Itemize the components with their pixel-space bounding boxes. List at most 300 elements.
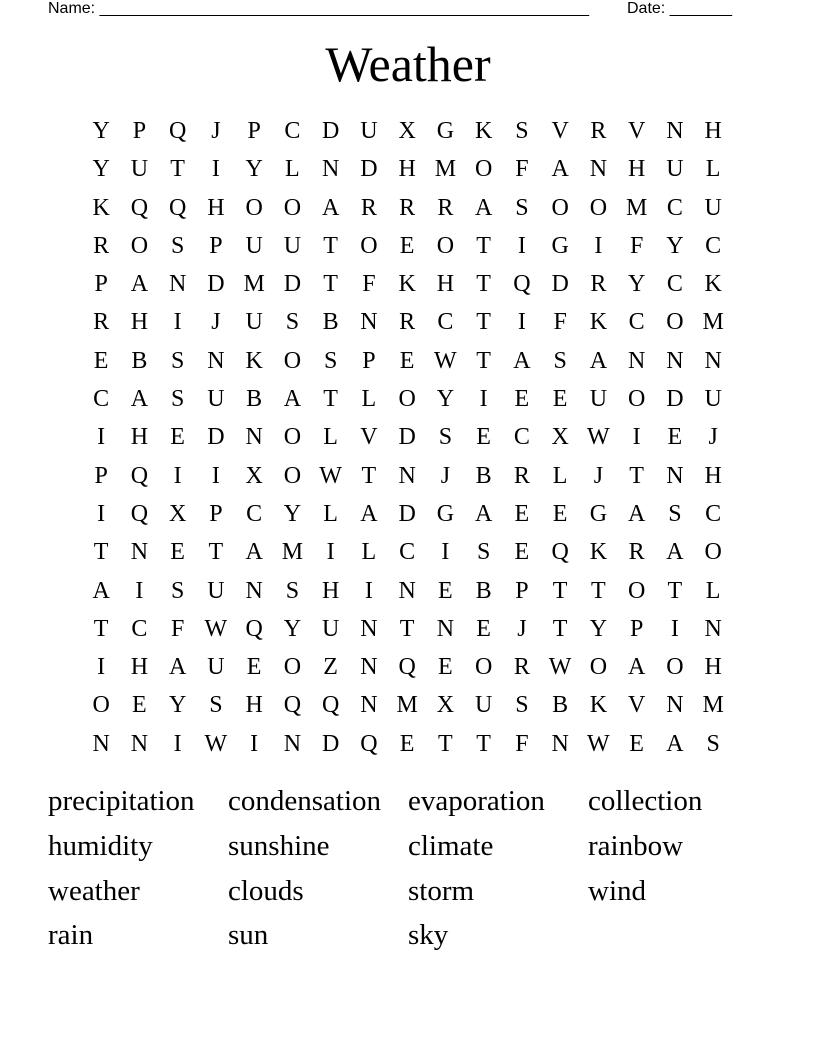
grid-letter[interactable]: A <box>551 156 569 183</box>
grid-letter[interactable]: J <box>593 462 604 489</box>
grid-letter[interactable]: Q <box>130 462 149 489</box>
grid-letter[interactable]: M <box>702 692 724 719</box>
grid-letter[interactable]: T <box>93 539 109 566</box>
grid-letter[interactable]: L <box>361 539 377 566</box>
grid-letter[interactable]: O <box>474 156 493 183</box>
grid-letter[interactable]: O <box>92 692 110 719</box>
grid-letter[interactable]: N <box>92 730 110 757</box>
grid-letter[interactable]: S <box>706 730 720 757</box>
grid-letter[interactable]: Y <box>283 615 302 642</box>
grid-letter[interactable]: T <box>208 539 224 566</box>
grid-letter[interactable]: N <box>130 539 149 566</box>
grid-letter[interactable]: T <box>667 577 683 604</box>
grid-letter[interactable]: U <box>207 577 225 604</box>
grid-letter[interactable]: I <box>594 232 603 259</box>
grid-letter[interactable]: T <box>323 386 338 413</box>
grid-letter[interactable]: A <box>474 500 493 527</box>
grid-letter[interactable]: D <box>283 271 302 298</box>
grid-letter[interactable]: O <box>436 232 455 259</box>
grid-letter[interactable]: A <box>666 539 684 566</box>
grid-letter[interactable]: N <box>168 271 187 298</box>
grid-letter[interactable]: A <box>513 347 531 374</box>
grid-letter[interactable]: E <box>476 424 491 451</box>
grid-letter[interactable]: H <box>130 309 149 336</box>
grid-letter[interactable]: A <box>627 654 646 681</box>
grid-letter[interactable]: D <box>551 271 569 298</box>
grid-letter[interactable]: F <box>553 309 567 336</box>
grid-letter[interactable]: E <box>246 654 262 681</box>
grid-letter[interactable]: S <box>170 386 185 413</box>
grid-letter[interactable]: R <box>399 194 416 221</box>
grid-letter[interactable]: N <box>666 692 684 719</box>
grid-letter[interactable]: D <box>398 500 416 527</box>
grid-letter[interactable]: H <box>398 156 416 183</box>
grid-letter[interactable]: L <box>323 500 338 527</box>
grid-letter[interactable]: T <box>476 232 491 259</box>
grid-letter[interactable]: O <box>704 539 722 566</box>
grid-letter[interactable]: U <box>704 386 722 413</box>
grid-letter[interactable]: V <box>360 424 378 451</box>
grid-letter[interactable]: Q <box>321 692 340 719</box>
grid-letter[interactable]: Y <box>627 271 646 298</box>
grid-letter[interactable]: O <box>283 347 302 374</box>
grid-letter[interactable]: C <box>666 271 683 298</box>
grid-letter[interactable]: L <box>552 462 568 489</box>
grid-letter[interactable]: O <box>589 194 608 221</box>
grid-letter[interactable]: T <box>629 462 644 489</box>
grid-letter[interactable]: U <box>474 692 493 719</box>
grid-letter[interactable]: C <box>399 539 416 566</box>
grid-letter[interactable]: A <box>283 386 302 413</box>
word-bank-item: humidity <box>48 829 153 862</box>
grid-letter[interactable]: E <box>629 730 644 757</box>
grid-letter[interactable]: R <box>628 539 645 566</box>
grid-letter[interactable]: S <box>170 347 185 374</box>
grid-letter[interactable]: Y <box>245 156 263 183</box>
grid-letter[interactable]: T <box>476 309 491 336</box>
grid-letter[interactable]: E <box>552 386 568 413</box>
grid-letter[interactable]: N <box>436 615 455 642</box>
grid-letter[interactable]: T <box>170 156 185 183</box>
grid-letter[interactable]: L <box>361 386 377 413</box>
grid-letter[interactable]: Y <box>168 692 187 719</box>
word-bank-item: evaporation <box>408 785 545 817</box>
grid-letter[interactable]: W <box>587 730 610 757</box>
grid-letter[interactable]: S <box>170 577 185 604</box>
grid-letter[interactable]: N <box>245 424 263 451</box>
grid-letter[interactable]: E <box>399 232 415 259</box>
grid-letter[interactable]: Q <box>168 118 187 144</box>
grid-letter[interactable]: O <box>245 194 263 221</box>
grid-letter[interactable]: H <box>130 654 149 681</box>
grid-letter[interactable]: N <box>360 692 378 719</box>
grid-letter[interactable]: X <box>398 118 416 144</box>
grid-letter[interactable]: K <box>398 271 416 298</box>
grid-letter[interactable]: W <box>587 424 610 451</box>
grid-letter[interactable]: U <box>130 156 149 183</box>
grid-letter[interactable]: B <box>552 692 569 719</box>
grid-letter[interactable]: T <box>323 232 338 259</box>
grid-letter[interactable]: T <box>476 271 491 298</box>
grid-letter[interactable]: Y <box>92 118 110 144</box>
word-bank-item: sky <box>408 919 449 952</box>
grid-letter[interactable]: X <box>436 692 455 719</box>
grid-letter[interactable]: C <box>513 424 530 451</box>
grid-letter[interactable]: C <box>666 194 683 221</box>
grid-letter[interactable]: S <box>209 692 223 719</box>
grid-letter[interactable]: E <box>667 424 683 451</box>
grid-letter[interactable]: Y <box>92 156 110 183</box>
word-bank-item: clouds <box>228 874 304 907</box>
grid-letter[interactable]: N <box>398 577 416 604</box>
grid-letter[interactable]: W <box>434 347 457 374</box>
grid-letter[interactable]: E <box>170 424 185 451</box>
grid-letter[interactable]: O <box>130 232 149 259</box>
grid-letter[interactable]: D <box>207 424 225 451</box>
grid-letter[interactable]: I <box>517 309 526 336</box>
grid-letter[interactable]: M <box>243 271 265 298</box>
grid-letter[interactable]: F <box>515 156 529 183</box>
grid-letter[interactable]: T <box>438 730 453 757</box>
grid-letter[interactable]: P <box>94 462 108 489</box>
grid-letter[interactable]: Z <box>323 654 338 681</box>
grid-letter[interactable]: Q <box>283 692 302 719</box>
grid-letter[interactable]: T <box>552 577 568 604</box>
grid-letter[interactable]: M <box>434 156 457 183</box>
grid-letter[interactable]: D <box>398 424 416 451</box>
word-bank <box>48 782 768 961</box>
grid-letter[interactable]: S <box>515 692 529 719</box>
grid-letter[interactable]: A <box>130 386 149 413</box>
grid-letter[interactable]: O <box>283 194 302 221</box>
grid-letter[interactable]: V <box>627 118 646 144</box>
grid-letter[interactable]: O <box>627 577 646 604</box>
grid-letter[interactable]: K <box>92 194 110 221</box>
grid-letter[interactable]: O <box>474 654 493 681</box>
grid-letter[interactable]: C <box>628 309 645 336</box>
grid-letter[interactable]: A <box>589 347 608 374</box>
grid-letter[interactable]: Q <box>513 271 531 298</box>
grid-letter[interactable]: T <box>361 462 377 489</box>
grid-letter[interactable]: C <box>284 118 301 144</box>
grid-letter[interactable]: E <box>514 539 530 566</box>
grid-letter[interactable]: J <box>211 118 221 144</box>
grid-letter[interactable]: S <box>285 577 300 604</box>
grid-letter[interactable]: I <box>250 730 259 757</box>
grid-letter[interactable]: A <box>92 577 110 604</box>
grid-letter[interactable]: T <box>591 577 606 604</box>
date-field[interactable]: Date: _______ <box>627 0 732 17</box>
grid-letter[interactable]: J <box>708 424 718 451</box>
grid-letter[interactable]: T <box>323 271 338 298</box>
grid-letter[interactable]: N <box>627 347 646 374</box>
grid-letter[interactable]: W <box>548 654 572 681</box>
grid-letter[interactable]: Y <box>436 386 455 413</box>
grid-letter[interactable]: N <box>666 347 684 374</box>
grid-letter[interactable]: A <box>321 194 340 221</box>
grid-letter[interactable]: N <box>551 730 569 757</box>
grid-letter[interactable]: R <box>360 194 377 221</box>
grid-letter[interactable]: I <box>173 462 182 489</box>
grid-letter[interactable]: E <box>132 692 147 719</box>
grid-letter[interactable]: X <box>245 462 263 489</box>
grid-letter[interactable]: E <box>514 500 530 527</box>
grid-letter[interactable]: A <box>168 654 187 681</box>
grid-letter[interactable]: Y <box>283 500 302 527</box>
grid-letter[interactable]: I <box>517 232 526 259</box>
grid-letter[interactable]: X <box>551 424 569 451</box>
grid-letter[interactable]: Q <box>130 194 149 221</box>
grid-letter[interactable]: B <box>131 347 148 374</box>
grid-letter[interactable]: N <box>321 156 340 183</box>
grid-letter[interactable]: A <box>130 271 149 298</box>
grid-letter[interactable]: E <box>399 347 415 374</box>
grid-letter[interactable]: Y <box>666 232 684 259</box>
grid-letter[interactable]: K <box>245 347 263 374</box>
grid-letter[interactable]: G <box>551 232 569 259</box>
grid-letter[interactable]: N <box>283 730 302 757</box>
grid-letter[interactable]: K <box>704 271 722 298</box>
grid-letter[interactable]: W <box>204 730 228 757</box>
grid-letter[interactable]: M <box>396 692 418 719</box>
grid-letter[interactable]: O <box>666 654 684 681</box>
grid-letter[interactable]: W <box>319 462 342 489</box>
word-bank-item: rainbow <box>588 829 684 862</box>
grid-letter[interactable]: O <box>398 386 416 413</box>
grid-letter[interactable]: S <box>553 347 567 374</box>
header-line <box>0 0 816 20</box>
grid-letter[interactable]: S <box>668 500 682 527</box>
grid-letter[interactable]: R <box>590 271 607 298</box>
grid-letter[interactable]: O <box>283 654 302 681</box>
grid-letter[interactable]: E <box>170 539 185 566</box>
grid-letter[interactable]: U <box>704 194 722 221</box>
grid-letter[interactable]: D <box>321 118 340 144</box>
grid-letter[interactable]: O <box>283 424 302 451</box>
grid-letter[interactable]: I <box>211 156 220 183</box>
grid-letter[interactable]: C <box>131 615 148 642</box>
grid-letter[interactable]: N <box>360 309 378 336</box>
grid-letter[interactable]: D <box>360 156 378 183</box>
grid-letter[interactable]: U <box>283 232 302 259</box>
grid-letter[interactable]: I <box>173 730 182 757</box>
grid-letter[interactable]: U <box>207 386 225 413</box>
grid-letter[interactable]: G <box>436 118 455 144</box>
grid-letter[interactable]: T <box>476 347 491 374</box>
grid-letter[interactable]: E <box>552 500 568 527</box>
grid-letter[interactable]: Q <box>245 615 263 642</box>
grid-letter[interactable]: S <box>285 309 300 336</box>
grid-letter[interactable]: O <box>283 462 302 489</box>
grid-letter[interactable]: D <box>207 271 225 298</box>
grid-letter[interactable]: R <box>513 654 530 681</box>
grid-letter[interactable]: E <box>93 347 109 374</box>
grid-letter[interactable]: T <box>476 730 491 757</box>
grid-letter[interactable]: I <box>326 539 335 566</box>
grid-letter[interactable]: P <box>362 347 376 374</box>
grid-letter[interactable]: T <box>93 615 109 642</box>
grid-letter[interactable]: Y <box>589 615 608 642</box>
grid-letter[interactable]: R <box>590 118 607 144</box>
grid-letter[interactable]: R <box>513 462 530 489</box>
grid-letter[interactable]: F <box>629 232 644 259</box>
grid-letter[interactable]: I <box>135 577 144 604</box>
grid-letter[interactable]: M <box>281 539 304 566</box>
grid-letter[interactable]: T <box>399 615 415 642</box>
grid-letter[interactable]: L <box>705 577 721 604</box>
grid-letter[interactable]: U <box>207 654 225 681</box>
grid-letter[interactable]: V <box>627 692 646 719</box>
grid-letter[interactable]: E <box>399 730 415 757</box>
grid-letter[interactable]: O <box>589 654 608 681</box>
grid-letter[interactable]: C <box>705 500 722 527</box>
grid-letter[interactable]: U <box>245 232 263 259</box>
grid-letter[interactable]: P <box>515 577 529 604</box>
grid-letter[interactable]: C <box>93 386 110 413</box>
grid-letter[interactable]: S <box>515 118 529 144</box>
grid-letter[interactable]: F <box>170 615 185 642</box>
grid-letter[interactable]: M <box>625 194 648 221</box>
grid-letter[interactable]: K <box>589 309 608 336</box>
grid-letter[interactable]: A <box>245 539 263 566</box>
grid-letter[interactable]: E <box>476 615 491 642</box>
grid-letter[interactable]: N <box>360 654 378 681</box>
grid-letter[interactable]: Q <box>360 730 378 757</box>
grid-letter[interactable]: A <box>474 194 493 221</box>
grid-letter[interactable]: S <box>515 194 529 221</box>
grid-letter[interactable]: Q <box>551 539 569 566</box>
grid-letter[interactable]: Q <box>398 654 416 681</box>
grid-letter[interactable]: P <box>629 615 644 642</box>
grid-letter[interactable]: N <box>398 462 416 489</box>
grid-letter[interactable]: L <box>285 156 300 183</box>
grid-letter[interactable]: Q <box>168 194 187 221</box>
word-bank-item: sunshine <box>228 829 330 862</box>
grid-letter[interactable]: B <box>475 577 492 604</box>
grid-letter[interactable]: U <box>245 309 263 336</box>
grid-letter[interactable]: Q <box>130 500 149 527</box>
grid-letter[interactable]: H <box>130 424 149 451</box>
grid-letter[interactable]: V <box>551 118 569 144</box>
grid-letter[interactable]: H <box>321 577 340 604</box>
grid-letter[interactable]: C <box>246 500 263 527</box>
grid-letter[interactable]: T <box>552 615 568 642</box>
grid-letter[interactable]: X <box>168 500 187 527</box>
grid-letter[interactable]: A <box>666 730 684 757</box>
grid-letter[interactable]: D <box>321 730 340 757</box>
grid-letter[interactable]: O <box>551 194 569 221</box>
grid-letter[interactable]: J <box>211 309 221 336</box>
grid-letter[interactable]: L <box>705 156 721 183</box>
grid-letter[interactable]: U <box>321 615 340 642</box>
grid-letter[interactable]: I <box>441 539 450 566</box>
grid-letter[interactable]: P <box>247 118 261 144</box>
grid-letter[interactable]: F <box>362 271 376 298</box>
grid-letter[interactable]: D <box>666 386 684 413</box>
grid-letter[interactable]: C <box>437 309 454 336</box>
grid-letter[interactable]: M <box>702 309 724 336</box>
grid-letter[interactable]: K <box>589 539 608 566</box>
word-bank-item: rain <box>48 919 94 952</box>
grid-letter[interactable]: N <box>704 347 722 374</box>
grid-letter[interactable]: O <box>666 309 684 336</box>
name-field[interactable]: Name: _______________________________________________________ <box>48 0 589 17</box>
grid-letter[interactable]: R <box>93 232 110 259</box>
grid-letter[interactable]: I <box>211 462 220 489</box>
grid-letter[interactable]: J <box>517 615 527 642</box>
grid-letter[interactable]: N <box>245 577 263 604</box>
grid-letter[interactable]: N <box>666 462 684 489</box>
grid-letter[interactable]: B <box>475 462 492 489</box>
grid-letter[interactable]: B <box>246 386 263 413</box>
grid-letter[interactable]: B <box>322 309 339 336</box>
grid-letter[interactable]: U <box>589 386 608 413</box>
grid-letter[interactable]: A <box>360 500 378 527</box>
grid-letter[interactable]: N <box>360 615 378 642</box>
grid-letter[interactable]: S <box>438 424 453 451</box>
grid-letter[interactable]: I <box>364 577 373 604</box>
grid-letter[interactable]: I <box>632 424 641 451</box>
grid-letter[interactable]: N <box>130 730 149 757</box>
grid-letter[interactable]: H <box>207 194 225 221</box>
grid-letter[interactable]: A <box>627 500 646 527</box>
grid-letter[interactable]: R <box>399 309 416 336</box>
grid-letter[interactable]: I <box>479 386 488 413</box>
grid-letter[interactable]: I <box>97 500 106 527</box>
grid-letter[interactable]: U <box>360 118 378 144</box>
grid-letter[interactable]: C <box>705 232 722 259</box>
grid-letter[interactable]: G <box>589 500 608 527</box>
grid-letter[interactable]: P <box>132 118 147 144</box>
grid-letter[interactable]: I <box>97 424 106 451</box>
grid-letter[interactable]: N <box>666 118 684 144</box>
grid-letter[interactable]: P <box>209 232 223 259</box>
grid-letter[interactable]: H <box>436 271 455 298</box>
grid-letter[interactable]: N <box>207 347 225 374</box>
grid-letter[interactable]: O <box>627 386 646 413</box>
grid-letter[interactable]: O <box>360 232 378 259</box>
grid-letter[interactable]: E <box>514 386 530 413</box>
grid-letter[interactable]: E <box>438 577 453 604</box>
grid-letter[interactable]: H <box>704 654 722 681</box>
grid-letter[interactable]: I <box>173 309 182 336</box>
grid-letter[interactable]: J <box>440 462 451 489</box>
grid-letter[interactable]: H <box>627 156 646 183</box>
grid-letter[interactable]: S <box>323 347 338 374</box>
grid-letter[interactable]: H <box>704 118 722 144</box>
grid-letter[interactable]: W <box>204 615 228 642</box>
grid-letter[interactable]: K <box>474 118 493 144</box>
grid-letter[interactable]: R <box>437 194 454 221</box>
grid-letter[interactable]: K <box>589 692 608 719</box>
grid-letter[interactable]: G <box>436 500 455 527</box>
grid-letter[interactable]: U <box>666 156 684 183</box>
grid-letter[interactable]: P <box>209 500 223 527</box>
grid-letter[interactable]: E <box>438 654 453 681</box>
grid-letter[interactable]: I <box>670 615 679 642</box>
grid-letter[interactable]: N <box>704 615 722 642</box>
grid-letter[interactable]: H <box>704 462 722 489</box>
grid-letter[interactable]: H <box>245 692 263 719</box>
grid-letter[interactable]: S <box>476 539 491 566</box>
grid-letter[interactable]: L <box>323 424 338 451</box>
grid-letter[interactable]: S <box>170 232 185 259</box>
grid-letter[interactable]: R <box>93 309 110 336</box>
grid-letter[interactable]: N <box>589 156 608 183</box>
grid-letter[interactable]: P <box>94 271 108 298</box>
grid-letter[interactable]: I <box>97 654 106 681</box>
grid-letter[interactable]: F <box>515 730 529 757</box>
